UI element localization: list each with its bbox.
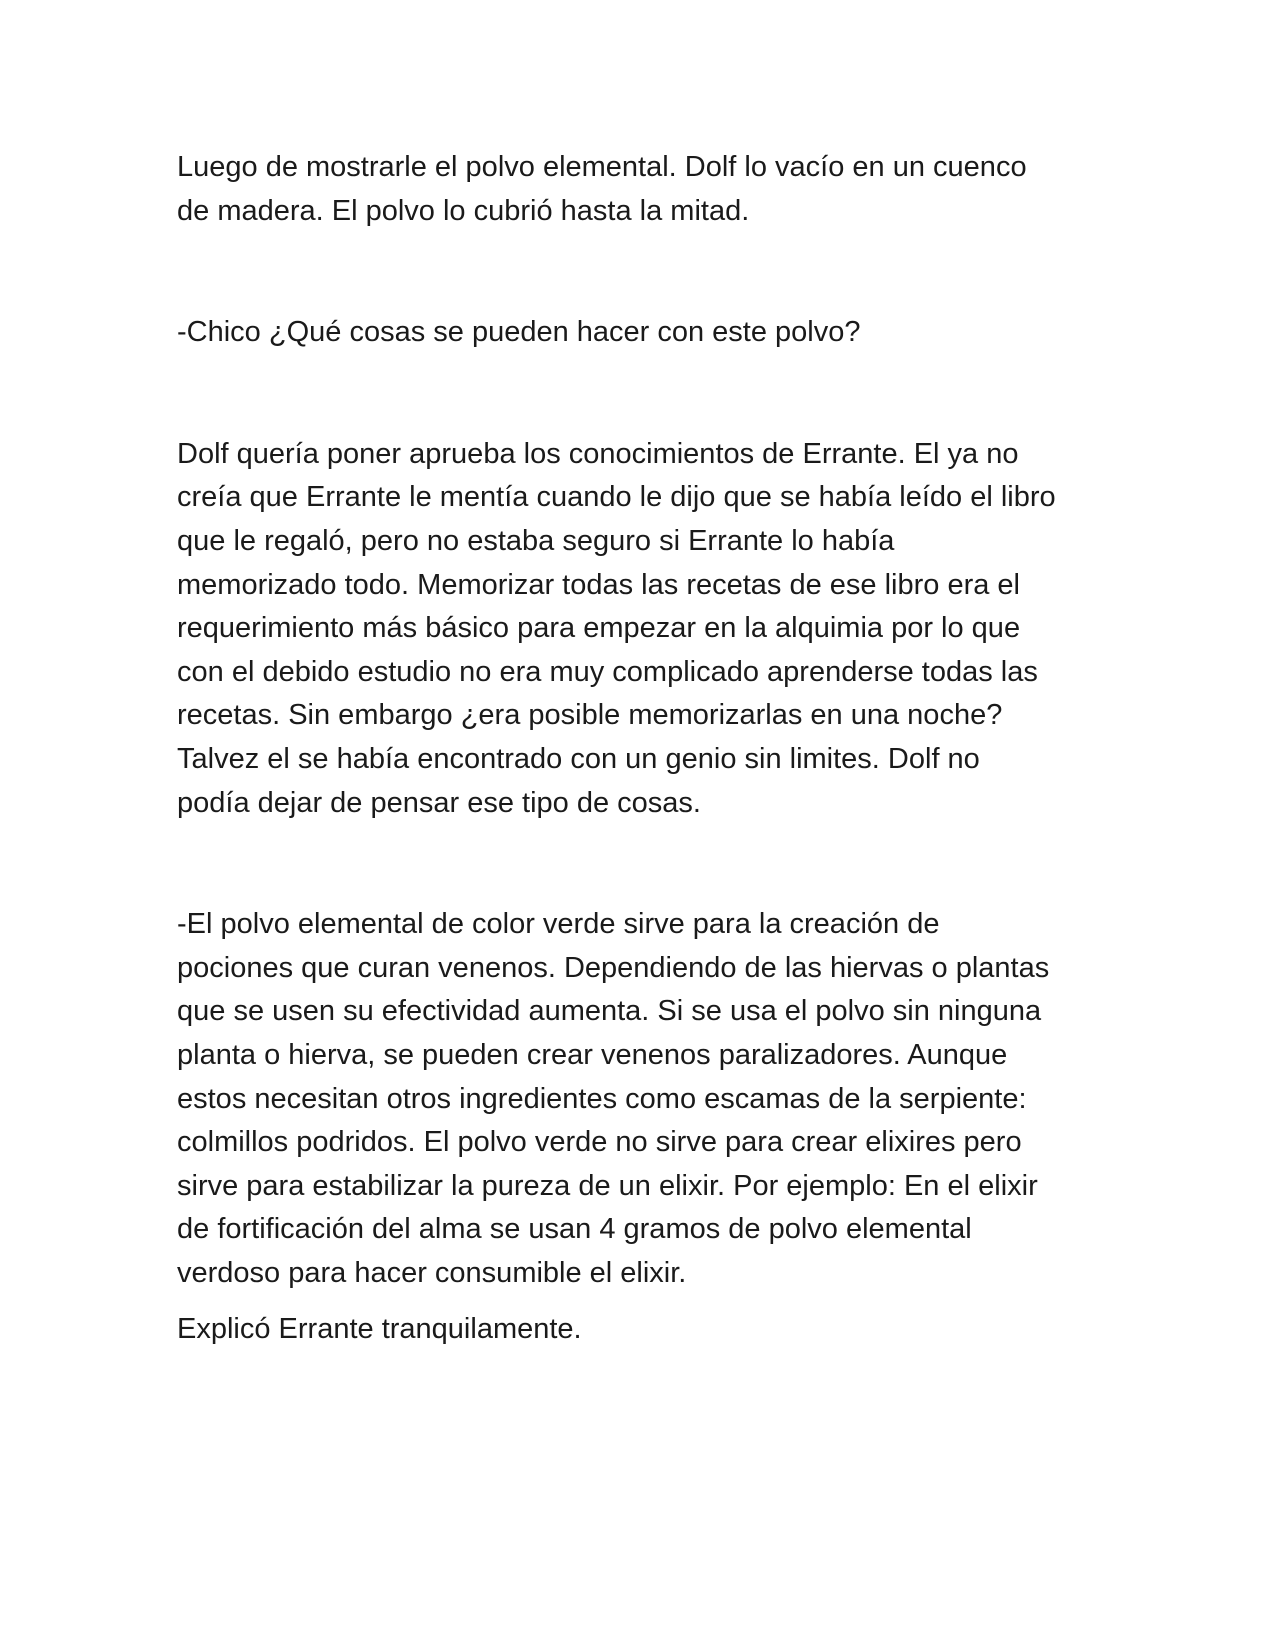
paragraph-2 xyxy=(177,311,1117,355)
paragraph-4 xyxy=(177,903,1117,1295)
text-line: Explicó Errante tranquilamente. xyxy=(177,1313,582,1346)
text-line: que le regaló, pero no estaba seguro si Errante lo había xyxy=(177,524,895,557)
text-line: Talvez el se había encontrado con un genio sin limites. Dolf no xyxy=(177,742,980,775)
text-line: memorizado todo. Memorizar todas las recetas de ese libro era el xyxy=(177,568,1020,601)
text-line: -El polvo elemental de color verde sirve para la creación de xyxy=(177,908,940,941)
paragraph-1 xyxy=(177,146,1117,233)
text-line: -Chico ¿Qué cosas se pueden hacer con este polvo? xyxy=(177,316,861,349)
text-line: creía que Errante le mentía cuando le dijo que se había leído el libro xyxy=(177,481,1056,514)
text-line: de madera. El polvo lo cubrió hasta la mitad. xyxy=(177,194,750,227)
text-line: Luego de mostrarle el polvo elemental. Dolf lo vacío en un cuenco xyxy=(177,151,1027,183)
text-line: planta o hierva, se pueden crear venenos paralizadores. Aunque xyxy=(177,1038,1008,1071)
text-line: recetas. Sin embargo ¿era posible memorizarlas en una noche? xyxy=(177,699,1003,732)
paragraph-5 xyxy=(177,1308,1117,1352)
text-line: con el debido estudio no era muy complicado aprenderse todas las xyxy=(177,655,1038,688)
text-line: podía dejar de pensar ese tipo de cosas. xyxy=(177,786,701,819)
paragraph-3 xyxy=(177,433,1117,825)
text-line: requerimiento más básico para empezar en la alquimia por lo que xyxy=(177,612,1021,645)
text-line: sirve para estabilizar la pureza de un elixir. Por ejemplo: En el elixir xyxy=(177,1169,1038,1202)
text-line: estos necesitan otros ingredientes como escamas de la serpiente: xyxy=(177,1082,1027,1115)
text-line: colmillos podridos. El polvo verde no sirve para crear elixires pero xyxy=(177,1126,1022,1159)
document-body xyxy=(177,146,1117,1352)
text-line: de fortificación del alma se usan 4 gramos de polvo elemental xyxy=(177,1213,972,1246)
text-line: Dolf quería poner aprueba los conocimientos de Errante. El ya no xyxy=(177,437,1019,470)
text-line: pociones que curan venenos. Dependiendo de las hiervas o plantas xyxy=(177,951,1050,984)
text-line: que se usen su efectividad aumenta. Si se usa el polvo sin ninguna xyxy=(177,995,1042,1028)
text-line: verdoso para hacer consumible el elixir. xyxy=(177,1256,687,1289)
